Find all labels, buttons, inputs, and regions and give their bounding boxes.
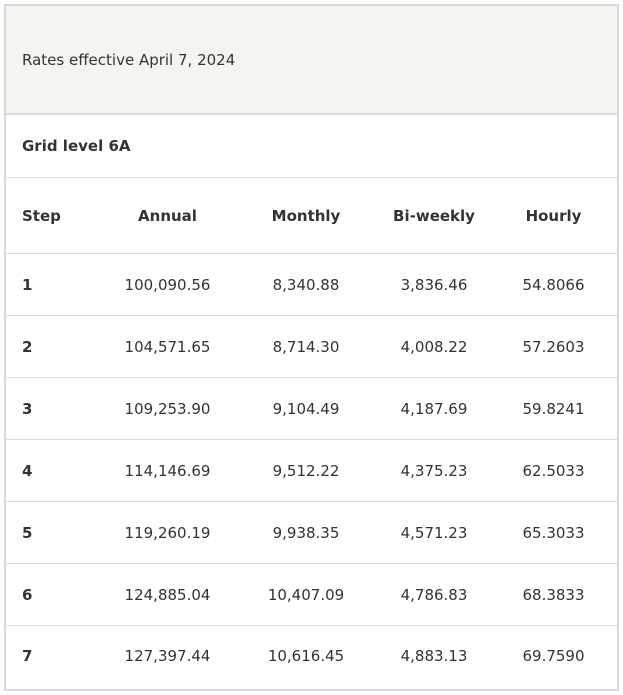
table-row	[6, 440, 617, 502]
step-cell: 3	[6, 378, 101, 440]
annual-cell: 124,885.04	[101, 564, 234, 626]
annual-cell: 119,260.19	[101, 502, 234, 564]
table-row	[6, 254, 617, 316]
monthly-cell: 9,104.49	[234, 378, 378, 440]
header-row	[6, 178, 617, 254]
hourly-cell: 68.3833	[490, 564, 617, 626]
table-row	[6, 502, 617, 564]
monthly-cell: 10,616.45	[267, 646, 345, 665]
step-cell: 4	[6, 440, 101, 502]
monthly-cell: 10,407.09	[234, 564, 378, 626]
hourly-cell: 54.8066	[490, 254, 617, 316]
biweekly-cell: 4,883.13	[400, 646, 468, 665]
annual-cell: 114,146.69	[101, 440, 234, 502]
table-row	[6, 378, 617, 440]
table-caption: Rates effective April 7, 2024	[6, 6, 617, 115]
monthly-cell: 9,938.35	[234, 502, 378, 564]
step-cell: 7	[22, 646, 33, 665]
column-header-biweekly: Bi-weekly	[378, 178, 490, 254]
table-row	[6, 564, 617, 626]
biweekly-cell: 4,008.22	[378, 316, 490, 378]
annual-cell: 104,571.65	[101, 316, 234, 378]
column-header-annual: Annual	[101, 178, 234, 254]
hourly-cell: 65.3033	[490, 502, 617, 564]
monthly-cell: 9,512.22	[234, 440, 378, 502]
biweekly-cell: 4,187.69	[378, 378, 490, 440]
pay-rates-table	[4, 4, 619, 691]
column-header-hourly: Hourly	[490, 178, 617, 254]
step-cell: 2	[6, 316, 101, 378]
step-cell: 1	[6, 254, 101, 316]
biweekly-cell: 4,786.83	[378, 564, 490, 626]
annual-cell: 127,397.44	[124, 646, 211, 665]
grid-level-heading: Grid level 6A	[6, 115, 617, 178]
column-header-step: Step	[6, 178, 101, 254]
annual-cell: 109,253.90	[101, 378, 234, 440]
monthly-cell: 8,340.88	[234, 254, 378, 316]
annual-cell: 100,090.56	[101, 254, 234, 316]
hourly-cell: 59.8241	[490, 378, 617, 440]
hourly-cell: 62.5033	[490, 440, 617, 502]
biweekly-cell: 4,571.23	[378, 502, 490, 564]
column-header-monthly: Monthly	[234, 178, 378, 254]
step-cell: 5	[6, 502, 101, 564]
table-row	[6, 626, 617, 686]
monthly-cell: 8,714.30	[234, 316, 378, 378]
rates-table	[6, 178, 617, 685]
table-row	[6, 316, 617, 378]
biweekly-cell: 4,375.23	[378, 440, 490, 502]
hourly-cell: 69.7590	[522, 646, 585, 665]
hourly-cell: 57.2603	[490, 316, 617, 378]
biweekly-cell: 3,836.46	[378, 254, 490, 316]
step-cell: 6	[6, 564, 101, 626]
